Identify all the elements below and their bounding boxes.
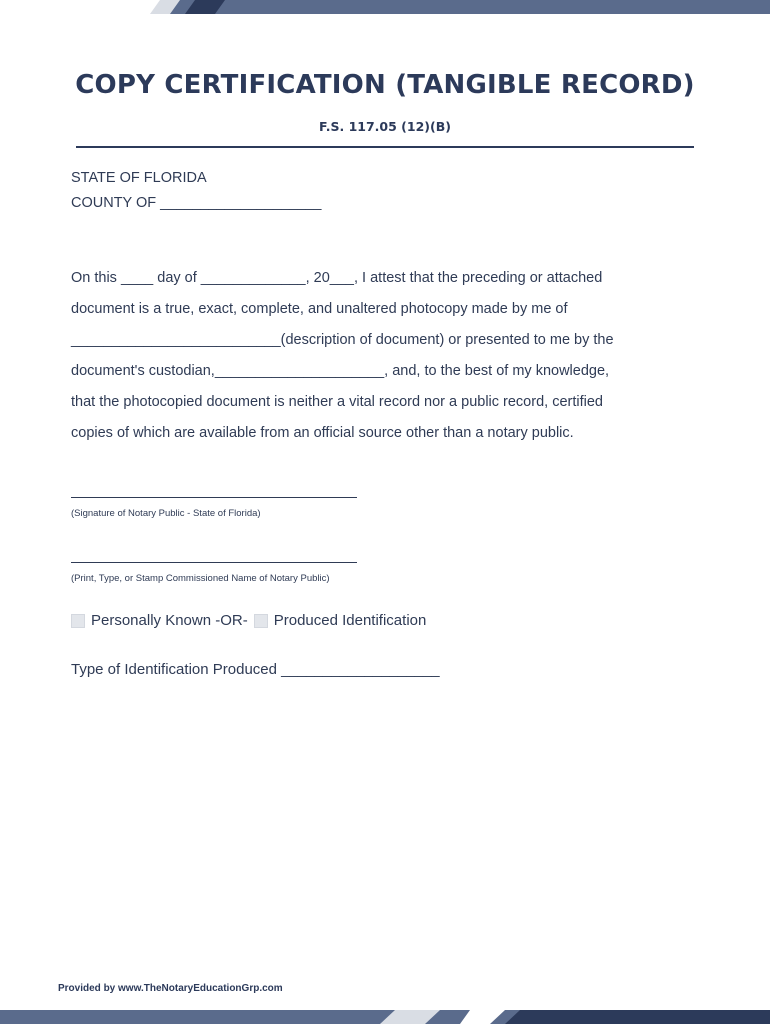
personally-known-label: Personally Known -OR- bbox=[91, 612, 248, 629]
state-line: STATE OF FLORIDA bbox=[71, 170, 207, 186]
produced-identification-checkbox[interactable] bbox=[254, 614, 268, 628]
top-decorative-band bbox=[0, 0, 770, 14]
body-line-5: that the photocopied document is neither a vital record nor a public record, certified bbox=[71, 394, 603, 410]
bottom-decorative-band bbox=[0, 1010, 770, 1024]
county-line: COUNTY OF ____________________ bbox=[71, 195, 322, 211]
statute-reference: F.S. 117.05 (12)(B) bbox=[319, 119, 451, 134]
body-line-4: document's custodian,_____________________, and, to the best of my knowledge, bbox=[71, 363, 610, 379]
title-divider bbox=[76, 146, 694, 148]
personally-known-checkbox[interactable] bbox=[71, 614, 85, 628]
body-line-6: copies of which are available from an official source other than a notary public. bbox=[71, 425, 574, 441]
body-line-2: document is a true, exact, complete, and unaltered photocopy made by me of bbox=[71, 301, 568, 317]
notary-name-caption: (Print, Type, or Stamp Commissioned Name of Notary Public) bbox=[71, 573, 330, 584]
produced-identification-label: Produced Identification bbox=[273, 612, 427, 629]
notary-name-line[interactable] bbox=[71, 562, 357, 563]
body-line-3: __________________________(description of document) or presented to me by the bbox=[71, 332, 614, 348]
footer-provided-by: Provided by www.TheNotaryEducationGrp.com bbox=[58, 983, 283, 994]
notary-signature-line[interactable] bbox=[71, 497, 357, 498]
notary-signature-caption: (Signature of Notary Public - State of Florida) bbox=[71, 508, 261, 519]
identification-options bbox=[71, 612, 426, 629]
identification-type-line: Type of Identification Produced ___________________ bbox=[71, 661, 440, 678]
body-line-1: On this ____ day of _____________, 20___, I attest that the preceding or attached bbox=[71, 270, 603, 286]
document-title: COPY CERTIFICATION (TANGIBLE RECORD) bbox=[75, 70, 695, 100]
